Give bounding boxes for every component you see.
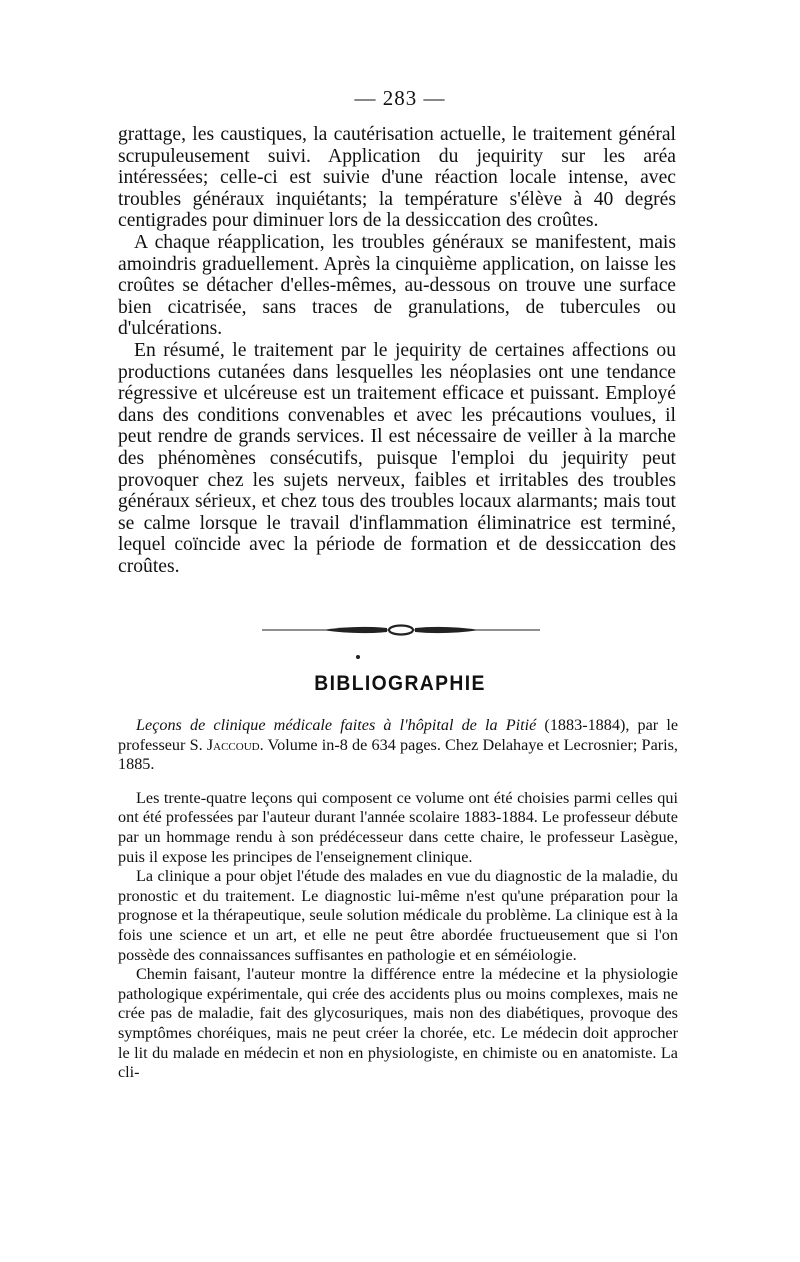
main-text [118,124,676,577]
reference-dates: (1883-1884), par le professeur S. [118,716,678,754]
section-heading: BIBLIOGRAPHIE [314,672,486,695]
paragraph: A chaque réapplication, les troubles généraux se manifestent, mais amoindris graduellement. Après la cinquième application, on laisse les croûtes se détacher d'elles-mêmes, au-dessous on trouve une surface bien cicatrisée, sans traces de granulations, de tubercules ou d'ulcérations. [118,231,676,340]
paragraph: La clinique a pour objet l'étude des malades en vue du diagnostic de la maladie, du pronostic et du traitement. Le diagnostic lui-même n'est qu'une préparation pour la prognose et la thérapeutique, seule solution médicale du problème. La clinique est à la fois une science et un art, et elle ne peut être abordée fructueusement que si l'on possède des connaissances suffisantes en pathologie et en séméiologie. [118,867,678,964]
reference-author: Jaccoud [206,735,260,754]
ornament-dot [356,655,360,659]
paragraph: Les trente-quatre leçons qui composent ce volume ont été choisies parmi celles qui ont été professées par l'auteur durant l'année scolaire 1883-1884. Le professeur débute par un hommage rendu à son prédécesseur dans cette chaire, le professeur Lasègue, puis il expose les principes de l'enseignement clinique. [118,788,678,866]
reference-title: Leçons de clinique médicale faites à l'hôpital de la Pitié [136,716,537,734]
paragraph: En résumé, le traitement par le jequirity de certaines affections ou productions cutanées dans lesquelles les néoplasies ont une tendance régressive et ulcéreuse est un traitement efficace et puissant. Employé dans des conditions convenables et avec les précautions voulues, il peut rendre de grands services. Il est nécessaire de veiller à la marche des phénomènes consécutifs, puisque l'emploi du jequirity peut provoquer chez les sujets nerveux, faibles et irritables des troubles généraux sérieux, et chez tous des troubles locaux alarmants; mais tout se calme lorsque le travail d'inflammation éliminatrice est terminé, lequel coïncide avec la période de formation et de dessiccation des croûtes. [118,339,676,577]
reference-details: . Volume in-8 de 634 pages. Chez Delahaye et Lecrosnier; Paris, 1885. [118,735,678,774]
paragraph: Chemin faisant, l'auteur montre la différence entre la médecine et la physiologie pathologique expérimentale, qui crée des accidents plus ou moins complexes, mais ne crée pas de maladie, fait des glycosuriques, mais non des diabétiques, provoque des symptômes choréiques, mais ne peut créer la chorée, etc. Le médecin doit approcher le lit du malade en médecin et non en physiologiste, en chimiste ou en anatomiste. La cli- [118,965,678,1082]
ornamental-rule [262,622,540,638]
bibliography-reference [118,716,678,775]
page-number: — 283 — [354,86,446,110]
bibliography-section [118,716,678,1083]
paragraph: grattage, les caustiques, la cautérisation actuelle, le traitement général scrupuleusement suivi. Application du jequirity sur les aréa intéressées; celle-ci est suivie d'une réaction locale intense, avec troubles généraux inquiétants; la température s'élève à 40 degrés centigrades pour diminuer lors de la dessiccation des croûtes. [118,124,676,232]
